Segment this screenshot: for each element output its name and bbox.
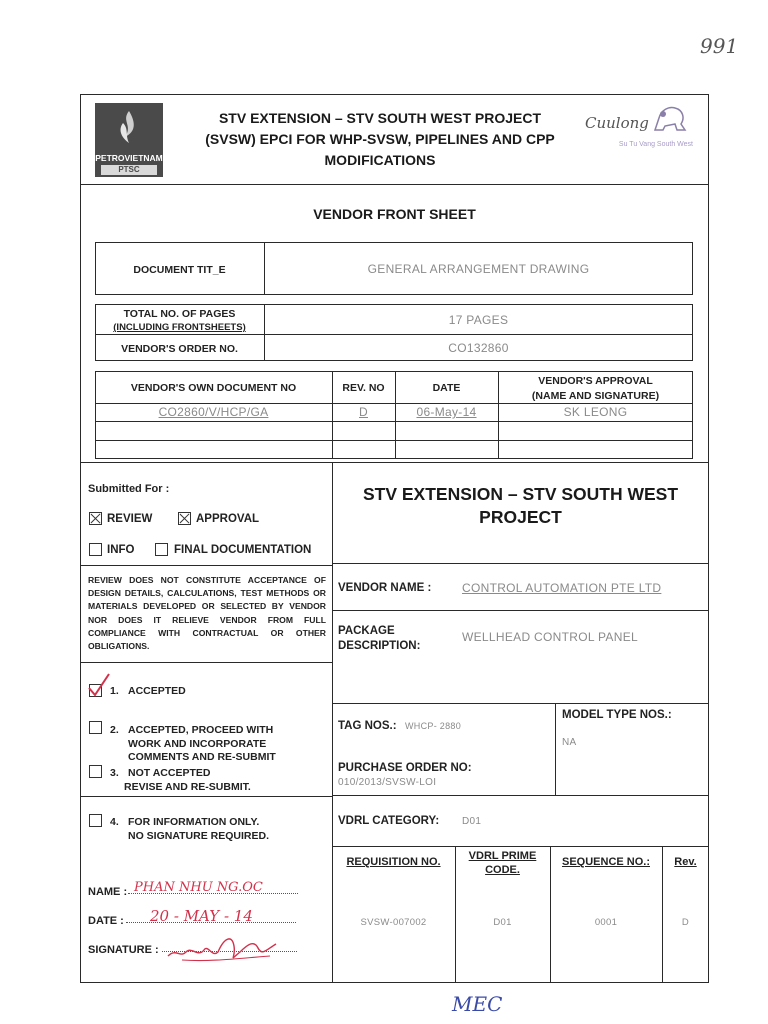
doc-table-approval: SK LEONG	[563, 405, 628, 419]
package-label-line2: DESCRIPTION:	[338, 640, 421, 652]
tag-value: WHCP- 2880	[405, 721, 462, 731]
package-label-line1: PACKAGE	[338, 625, 395, 637]
doc-table-header-approval-sub: (NAME AND SIGNATURE)	[531, 390, 660, 402]
model-label: MODEL TYPE NOS.:	[562, 709, 672, 721]
status-info-only-line1: FOR INFORMATION ONLY.	[128, 816, 260, 828]
submitted-title: Submitted For :	[88, 483, 170, 495]
status-accepted-line1: ACCEPTED	[128, 685, 186, 697]
header-title-line3: MODIFICATIONS	[324, 152, 436, 168]
footer-initials: MEC	[452, 992, 503, 1016]
status-info-only-num: 4.	[110, 816, 119, 828]
header-title-line2: (SVSW) EPCI FOR WHP-SVSW, PIPELINES AND CPP	[205, 131, 555, 147]
requisition-header: REQUISITION NO.	[346, 856, 441, 868]
red-check-mark-icon	[86, 672, 112, 698]
vdrl-category-label: VDRL CATEGORY:	[338, 815, 440, 827]
name-label: NAME :	[88, 886, 128, 898]
status-not-accepted-checkbox[interactable]	[89, 765, 102, 778]
status-proceed-line3: COMMENTS AND RE-SUBMIT	[128, 751, 276, 763]
vendor-name-value: CONTROL AUTOMATION PTE LTD	[462, 581, 662, 595]
tag-label: TAG NOS.:	[338, 720, 397, 732]
signature-label: SIGNATURE :	[88, 944, 159, 956]
total-pages-value: 17 PAGES	[448, 313, 509, 327]
doc-table-rev: D	[359, 405, 368, 419]
doc-table-header-approval: VENDOR'S APPROVAL	[538, 375, 653, 387]
vendor-order-value: CO132860	[448, 341, 509, 355]
final-documentation-checkbox[interactable]	[155, 543, 168, 556]
doc-table-header-docno: VENDOR'S OWN DOCUMENT NO	[130, 382, 297, 394]
total-pages-label: TOTAL NO. OF PAGES	[123, 308, 236, 320]
sheet-title: VENDOR FRONT SHEET	[313, 206, 476, 222]
document-title-value: GENERAL ARRANGEMENT DRAWING	[367, 262, 590, 276]
date-label: DATE :	[88, 915, 124, 927]
page-number-note: 991	[700, 34, 739, 58]
handwritten-signature	[162, 928, 282, 968]
requisition-value: SVSW-007002	[360, 917, 427, 928]
vdrl-prime-header-code: CODE.	[485, 864, 520, 876]
name-value: PHAN NHU NG.OC	[134, 880, 263, 895]
cuulong-logo-text: Cuulong	[585, 114, 649, 132]
status-accepted-num: 1.	[110, 685, 119, 697]
status-proceed-line1: ACCEPTED, PROCEED WITH	[128, 724, 274, 736]
status-info-only-checkbox[interactable]	[89, 814, 102, 827]
disclaimer-text: REVIEW DOES NOT CONSTITUTE ACCEPTANCE OF DESIGN DETAILS, CALCULATIONS, TEST METHODS OR MATERIALS DEVELOPED OR SELECTED BY VENDOR NOR DOES IT RELIEVE VENDOR FROM FULL COMPLIANCE WITH CONTRACTUAL OR OTHER OBLIGATIONS.	[88, 575, 326, 652]
cuulong-logo-sub: Su Tu Vang South West	[618, 141, 693, 148]
flame-icon	[95, 103, 163, 153]
doc-table-docno: CO2860/V/HCP/GA	[158, 405, 269, 419]
vdrl-prime-header: VDRL PRIME	[468, 850, 537, 862]
purchase-order-value: 010/2013/SVSW-LOI	[338, 777, 437, 788]
logo-brand: PETROVIETNAM	[95, 153, 163, 163]
logo-sub: PTSC	[101, 165, 157, 175]
final-documentation-label: FINAL DOCUMENTATION	[174, 544, 312, 556]
doc-table-date: 06-May-14	[416, 405, 477, 419]
package-value: WELLHEAD CONTROL PANEL	[462, 630, 638, 644]
status-not-accepted-line1: NOT ACCEPTED	[128, 767, 211, 779]
lion-icon	[651, 104, 689, 134]
model-value: NA	[562, 737, 577, 748]
rev-value: D	[681, 917, 690, 928]
sequence-value: 0001	[594, 917, 618, 928]
status-proceed-checkbox[interactable]	[89, 721, 102, 734]
status-not-accepted-num: 3.	[110, 767, 119, 779]
rev-header: Rev.	[674, 856, 697, 868]
cuulong-logo	[585, 104, 695, 154]
review-label: REVIEW	[107, 513, 153, 525]
sequence-header: SEQUENCE NO.:	[561, 856, 650, 868]
purchase-order-label: PURCHASE ORDER NO:	[338, 762, 472, 774]
status-not-accepted-line2: REVISE AND RE-SUBMIT.	[124, 781, 251, 793]
approval-checkbox[interactable]	[178, 512, 191, 525]
doc-table-header-date: DATE	[432, 382, 461, 394]
review-checkbox[interactable]	[89, 512, 102, 525]
project-title-line2: PROJECT	[479, 507, 562, 527]
date-value: 20 - MAY - 14	[150, 907, 253, 925]
status-info-only-line2: NO SIGNATURE REQUIRED.	[128, 830, 269, 842]
vdrl-category-value: D01	[462, 816, 482, 827]
form-frame	[80, 94, 709, 983]
info-label: INFO	[107, 544, 135, 556]
vendor-name-label: VENDOR NAME :	[338, 582, 432, 594]
approval-label: APPROVAL	[196, 513, 260, 525]
vendor-order-label: VENDOR'S ORDER NO.	[121, 343, 238, 355]
total-pages-sublabel: (INCLUDING FRONTSHEETS)	[113, 322, 246, 333]
petrovietnam-logo	[95, 103, 163, 177]
vdrl-prime-value: D01	[493, 917, 512, 928]
status-proceed-line2: WORK AND INCORPORATE	[128, 738, 267, 750]
document-title-label: DOCUMENT TIT_E	[133, 264, 226, 276]
doc-table-header-rev: REV. NO	[342, 382, 385, 394]
header-title-line1: STV EXTENSION – STV SOUTH WEST PROJECT	[218, 110, 542, 126]
info-checkbox[interactable]	[89, 543, 102, 556]
project-title-line1: STV EXTENSION – STV SOUTH WEST	[362, 484, 679, 504]
status-proceed-num: 2.	[110, 724, 119, 736]
